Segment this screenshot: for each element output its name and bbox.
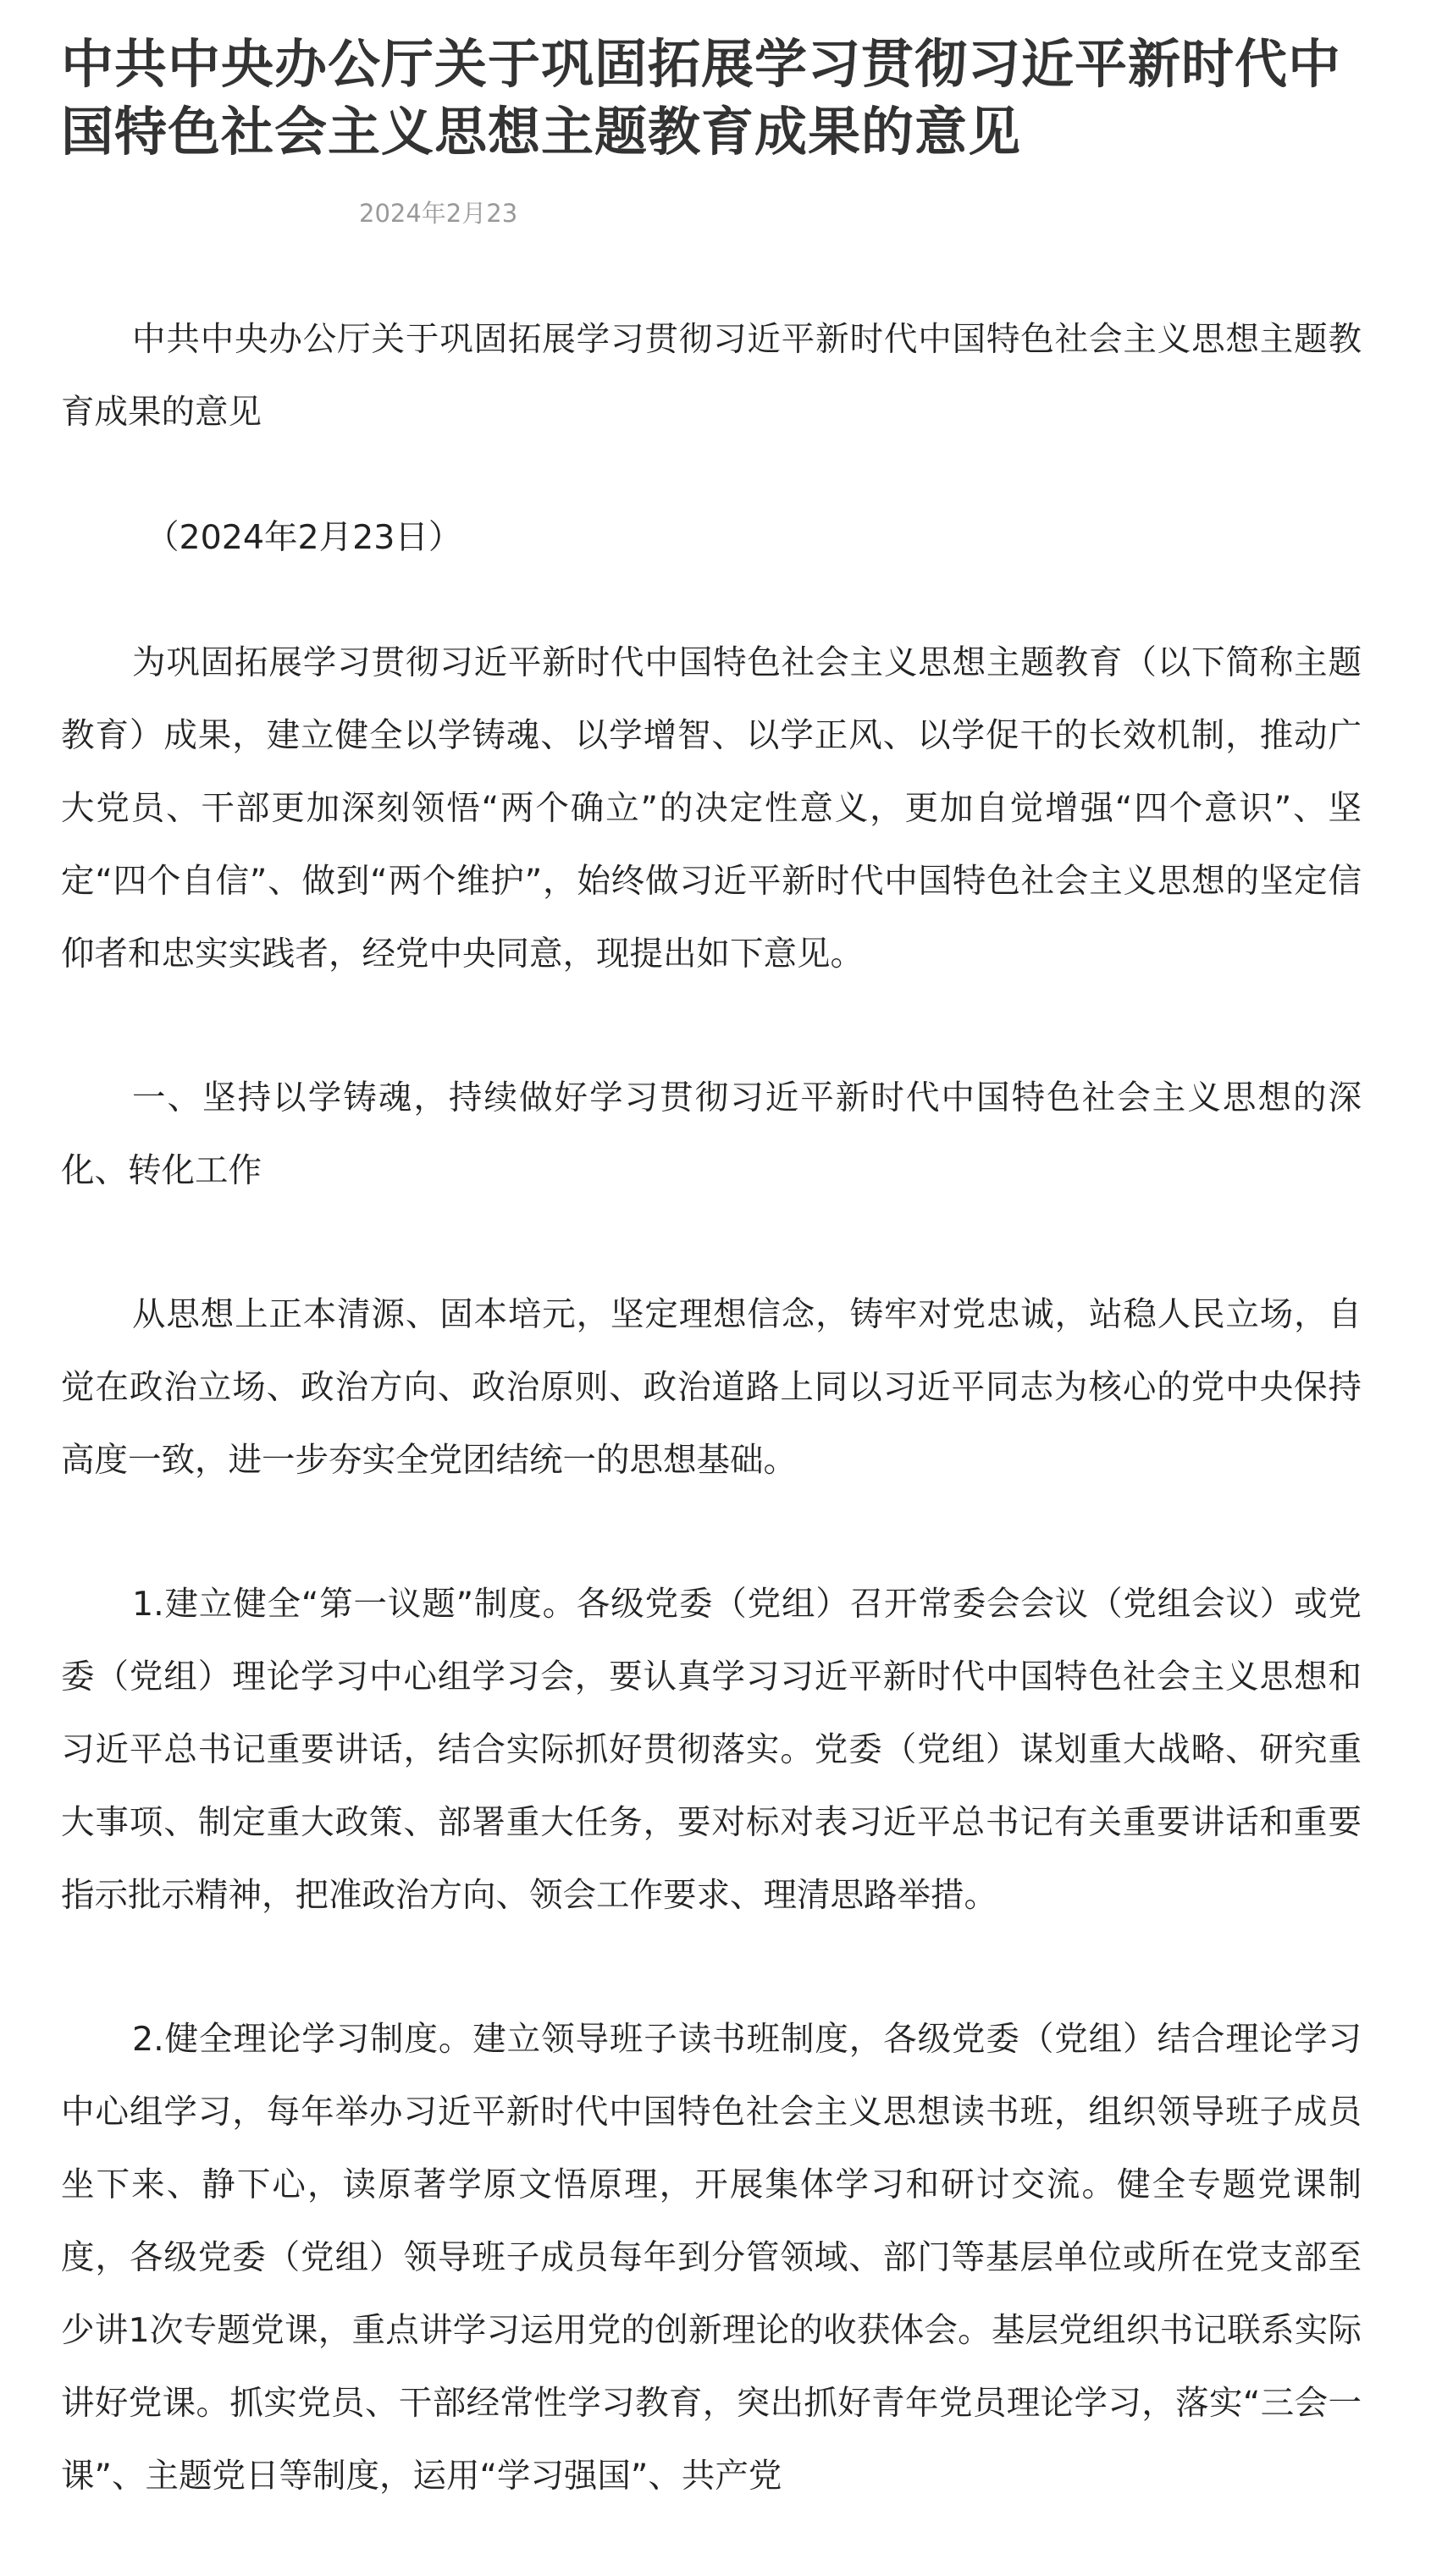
- body-paragraph: 从思想上正本清源、固本培元，坚定理想信念，铸牢对党忠诚，站稳人民立场，自觉在政治立场、政治方向、政治原则、政治道路上同以习近平同志为核心的党中央保持高度一致，进一步夯实全党团结统一的思想基础。: [61, 1295, 1362, 1480]
- section-heading: 一、坚持以学铸魂，持续做好学习贯彻习近平新时代中国特色社会主义思想的深化、转化工作: [61, 1078, 1362, 1190]
- body-paragraph: 1.建立健全“第一议题”制度。各级党委（党组）召开常委会会议（党组会议）或党委（党组）理论学习中心组学习会，要认真学习习近平新时代中国特色社会主义思想和习近平总书记重要讲话，结合实际抓好贯彻落实。党委（党组）谋划重大战略、研究重大事项、制定重大政策、部署重大任务，要对标对表习近平总书记有关重要讲话和重要指示批示精神，把准政治方向、领会工作要求、理清思路举措。: [61, 1585, 1362, 1915]
- body-paragraph: 2.健全理论学习制度。建立领导班子读书班制度，各级党委（党组）结合理论学习中心组学习，每年举办习近平新时代中国特色社会主义思想读书班，组织领导班子成员坐下来、静下心，读原著学原文悟原理，开展集体学习和研讨交流。健全专题党课制度，各级党委（党组）领导班子成员每年到分管领域、部门等基层单位或所在党支部至少讲1次专题党课，重点讲学习运用党的创新理论的收获体会。基层党组织书记联系实际讲好党课。抓实党员、干部经常性学习教育，突出抓好青年党员理论学习，落实“三会一课”、主题党日等制度，运用“学习强国”、共产党: [61, 2020, 1362, 2496]
- body-paragraph: （2024年2月23日）: [146, 518, 462, 557]
- body-paragraph: 为巩固拓展学习贯彻习近平新时代中国特色社会主义思想主题教育（以下简称主题教育）成果，建立健全以学铸魂、以学增智、以学正风、以学促干的长效机制，推动广大党员、干部更加深刻领悟“两个确立”的决定性意义，更加自觉增强“四个意识”、坚定“四个自信”、做到“两个维护”，始终做习近平新时代中国特色社会主义思想的坚定信仰者和忠实实践者，经党中央同意，现提出如下意见。: [61, 643, 1362, 974]
- publish-date: 2024年2月23: [359, 199, 518, 228]
- article-title: 中共中央办公厅关于巩固拓展学习贯彻习近平新时代中国特色社会主义思想主题教育成果的意见: [61, 33, 1342, 163]
- body-paragraph: 中共中央办公厅关于巩固拓展学习贯彻习近平新时代中国特色社会主义思想主题教育成果的意见: [61, 320, 1362, 432]
- article-body: [61, 303, 1362, 2513]
